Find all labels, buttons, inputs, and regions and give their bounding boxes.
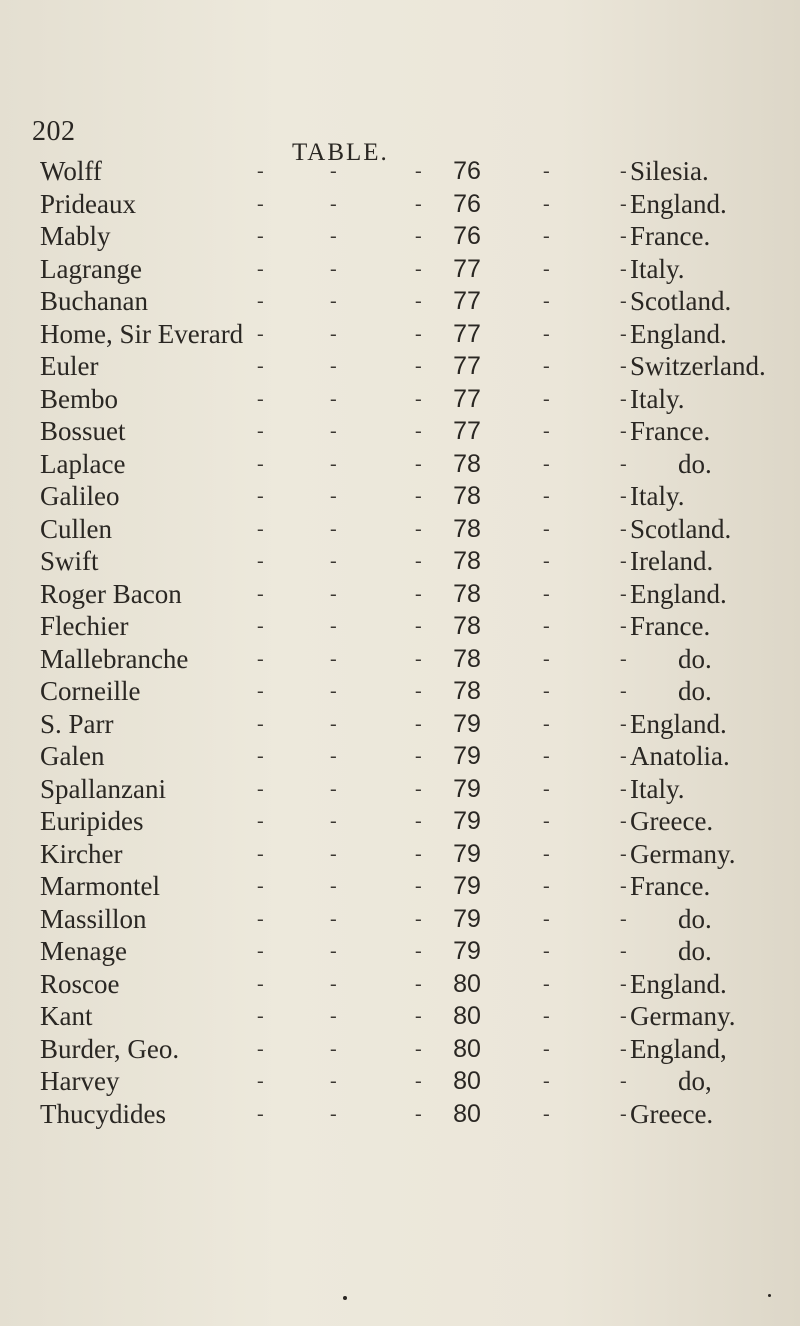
table-row xyxy=(0,155,800,188)
leader-dash: - xyxy=(415,777,422,800)
leader-dash: - xyxy=(620,192,627,215)
entry-country: do. xyxy=(678,448,712,479)
leader-dash: - xyxy=(620,160,627,182)
leader-dash: - xyxy=(257,322,264,345)
leader-dash: - xyxy=(415,225,422,247)
entry-name: Roscoe xyxy=(40,968,120,999)
entry-name: Harvey xyxy=(40,1066,120,1096)
leader-dash: - xyxy=(415,745,422,767)
entry-name: Bembo xyxy=(40,383,118,414)
leader-dash: - xyxy=(543,160,550,182)
leader-dash: - xyxy=(620,225,627,247)
leader-dash: - xyxy=(415,680,422,702)
table-row xyxy=(0,740,800,773)
entry-name: S. Parr xyxy=(40,708,114,739)
leader-dash: - xyxy=(415,290,422,312)
entry-country: Italy. xyxy=(630,383,685,414)
leader-dash: - xyxy=(543,517,550,540)
leader-dash: - xyxy=(257,907,264,930)
leader-dash: - xyxy=(543,1102,550,1125)
leader-dash: - xyxy=(415,485,422,507)
entry-page: 79 xyxy=(453,807,481,835)
table-row xyxy=(0,935,800,968)
table-row xyxy=(0,480,800,513)
leader-dash: - xyxy=(415,257,422,280)
leader-dash: - xyxy=(330,647,337,670)
leader-dash: - xyxy=(257,810,264,832)
leader-dash: - xyxy=(415,842,422,865)
leader-dash: - xyxy=(330,777,337,800)
leader-dash: - xyxy=(330,225,337,247)
leader-dash: - xyxy=(543,257,550,280)
leader-dash: - xyxy=(415,355,422,377)
ink-speck xyxy=(768,1294,771,1297)
entry-country: Scotland. xyxy=(630,286,732,316)
entry-page: 80 xyxy=(453,1034,481,1063)
entry-country: Italy. xyxy=(630,773,685,804)
leader-dash: - xyxy=(257,842,264,865)
table-row xyxy=(0,318,800,351)
leader-dash: - xyxy=(620,420,627,442)
entry-page: 78 xyxy=(453,644,481,673)
entry-name: Marmontel xyxy=(40,871,160,901)
leader-dash: - xyxy=(257,517,264,540)
entry-name: Euler xyxy=(40,351,99,381)
table-row xyxy=(0,383,800,416)
leader-dash: - xyxy=(257,972,264,995)
leader-dash: - xyxy=(330,907,337,930)
table-row xyxy=(0,188,800,221)
entry-country: France. xyxy=(630,871,711,901)
leader-dash: - xyxy=(415,1005,422,1027)
entry-country: Italy. xyxy=(630,253,685,284)
leader-dash: - xyxy=(257,647,264,670)
leader-dash: - xyxy=(257,1037,264,1060)
leader-dash: - xyxy=(620,550,627,572)
leader-dash: - xyxy=(330,550,337,572)
entry-name: Lagrange xyxy=(40,253,142,284)
entry-page: 78 xyxy=(453,514,481,543)
leader-dash: - xyxy=(415,582,422,605)
leader-dash: - xyxy=(543,1037,550,1060)
leader-dash: - xyxy=(330,420,337,442)
leader-dash: - xyxy=(415,387,422,410)
leader-dash: - xyxy=(543,225,550,247)
leader-dash: - xyxy=(543,712,550,735)
leader-dash: - xyxy=(415,1037,422,1060)
entry-country: England. xyxy=(630,318,727,349)
leader-dash: - xyxy=(620,745,627,767)
leader-dash: - xyxy=(415,420,422,442)
table-row xyxy=(0,253,800,286)
leader-dash: - xyxy=(330,1102,337,1125)
leader-dash: - xyxy=(620,842,627,865)
leader-dash: - xyxy=(330,1005,337,1027)
entry-page: 80 xyxy=(453,969,481,998)
leader-dash: - xyxy=(543,680,550,702)
entry-page: 78 xyxy=(453,677,481,705)
leader-dash: - xyxy=(330,290,337,312)
entry-name: Mallebranche xyxy=(40,643,189,674)
leader-dash: - xyxy=(257,1070,264,1092)
leader-dash: - xyxy=(415,940,422,962)
leader-dash: - xyxy=(543,777,550,800)
leader-dash: - xyxy=(543,1070,550,1092)
leader-dash: - xyxy=(543,192,550,215)
leader-dash: - xyxy=(330,257,337,280)
leader-dash: - xyxy=(257,420,264,442)
leader-dash: - xyxy=(415,322,422,345)
leader-dash: - xyxy=(257,160,264,182)
leader-dash: - xyxy=(620,257,627,280)
table-row xyxy=(0,285,800,318)
entry-name: Kircher xyxy=(40,838,123,869)
entry-page: 77 xyxy=(453,287,481,315)
entry-page: 79 xyxy=(453,742,481,770)
entry-country: Greece. xyxy=(630,806,714,836)
page-number: 202 xyxy=(32,116,76,147)
entry-page: 78 xyxy=(453,579,481,608)
entry-page: 77 xyxy=(453,417,481,445)
entry-country: Ireland. xyxy=(630,546,714,576)
table-row xyxy=(0,968,800,1001)
leader-dash: - xyxy=(543,842,550,865)
leader-dash: - xyxy=(543,647,550,670)
table-row xyxy=(0,903,800,936)
table-row xyxy=(0,643,800,676)
leader-dash: - xyxy=(620,940,627,962)
entry-name: Kant xyxy=(40,1001,93,1031)
leader-dash: - xyxy=(543,582,550,605)
leader-dash: - xyxy=(330,615,337,637)
leader-dash: - xyxy=(257,290,264,312)
entry-country: Italy. xyxy=(630,481,685,511)
entry-name: Roger Bacon xyxy=(40,578,182,609)
leader-dash: - xyxy=(330,452,337,475)
leader-dash: - xyxy=(257,550,264,572)
leader-dash: - xyxy=(620,1070,627,1092)
leader-dash: - xyxy=(620,875,627,897)
leader-dash: - xyxy=(620,647,627,670)
leader-dash: - xyxy=(257,712,264,735)
entry-page: 78 xyxy=(453,612,481,640)
leader-dash: - xyxy=(620,290,627,312)
leader-dash: - xyxy=(330,485,337,507)
entry-country: England. xyxy=(630,968,727,999)
entry-country: France. xyxy=(630,611,711,641)
entry-country: Scotland. xyxy=(630,513,732,544)
entry-page: 76 xyxy=(453,157,481,185)
leader-dash: - xyxy=(415,1070,422,1092)
leader-dash: - xyxy=(257,615,264,637)
table-row xyxy=(0,545,800,578)
leader-dash: - xyxy=(415,875,422,897)
entry-country: France. xyxy=(630,221,711,251)
leader-dash: - xyxy=(257,680,264,702)
leader-dash: - xyxy=(415,550,422,572)
leader-dash: - xyxy=(415,907,422,930)
entry-name: Prideaux xyxy=(40,188,136,219)
entry-country: England, xyxy=(630,1033,727,1064)
entry-name: Bossuet xyxy=(40,416,126,446)
leader-dash: - xyxy=(257,745,264,767)
entry-name: Laplace xyxy=(40,448,126,479)
entry-page: 80 xyxy=(453,1099,481,1128)
entry-name: Burder, Geo. xyxy=(40,1033,180,1064)
entry-name: Mably xyxy=(40,221,111,251)
entry-country: do. xyxy=(678,903,712,934)
table-row xyxy=(0,448,800,481)
entry-page: 77 xyxy=(453,384,481,413)
leader-dash: - xyxy=(543,452,550,475)
entry-page: 77 xyxy=(453,352,481,380)
ink-speck xyxy=(343,1296,347,1300)
entry-page: 77 xyxy=(453,254,481,283)
leader-dash: - xyxy=(257,940,264,962)
leader-dash: - xyxy=(543,615,550,637)
leader-dash: - xyxy=(415,615,422,637)
leader-dash: - xyxy=(330,842,337,865)
table-row xyxy=(0,870,800,903)
leader-dash: - xyxy=(620,680,627,702)
leader-dash: - xyxy=(257,192,264,215)
leader-dash: - xyxy=(543,485,550,507)
leader-dash: - xyxy=(257,1102,264,1125)
entry-country: England. xyxy=(630,708,727,739)
table-row xyxy=(0,610,800,643)
entry-page: 79 xyxy=(453,904,481,933)
leader-dash: - xyxy=(330,160,337,182)
table-row xyxy=(0,350,800,383)
leader-dash: - xyxy=(257,257,264,280)
entry-page: 76 xyxy=(453,189,481,218)
entry-name: Spallanzani xyxy=(40,773,166,804)
entry-page: 79 xyxy=(453,774,481,803)
leader-dash: - xyxy=(543,322,550,345)
entry-country: Silesia. xyxy=(630,156,709,186)
entry-page: 80 xyxy=(453,1067,481,1095)
leader-dash: - xyxy=(330,680,337,702)
leader-dash: - xyxy=(330,810,337,832)
leader-dash: - xyxy=(620,907,627,930)
leader-dash: - xyxy=(330,875,337,897)
table-row xyxy=(0,1000,800,1033)
table-row xyxy=(0,513,800,546)
leader-dash: - xyxy=(257,387,264,410)
leader-dash: - xyxy=(415,517,422,540)
table-row xyxy=(0,1098,800,1131)
leader-dash: - xyxy=(257,582,264,605)
entry-page: 78 xyxy=(453,482,481,510)
leader-dash: - xyxy=(330,355,337,377)
leader-dash: - xyxy=(620,615,627,637)
leader-dash: - xyxy=(543,290,550,312)
leader-dash: - xyxy=(415,647,422,670)
leader-dash: - xyxy=(543,940,550,962)
table-row xyxy=(0,773,800,806)
leader-dash: - xyxy=(620,452,627,475)
entry-name: Cullen xyxy=(40,513,112,544)
leader-dash: - xyxy=(330,712,337,735)
leader-dash: - xyxy=(415,712,422,735)
entry-country: France. xyxy=(630,416,711,446)
leader-dash: - xyxy=(543,420,550,442)
entry-country: Switzerland. xyxy=(630,351,766,381)
leader-dash: - xyxy=(620,582,627,605)
entry-name: Euripides xyxy=(40,806,144,836)
table-row xyxy=(0,578,800,611)
leader-dash: - xyxy=(543,355,550,377)
leader-dash: - xyxy=(330,192,337,215)
leader-dash: - xyxy=(415,192,422,215)
entry-country: England. xyxy=(630,578,727,609)
leader-dash: - xyxy=(620,972,627,995)
leader-dash: - xyxy=(543,550,550,572)
entry-country: do. xyxy=(678,643,712,674)
leader-dash: - xyxy=(330,1037,337,1060)
entry-name: Menage xyxy=(40,936,127,966)
entry-country: Germany. xyxy=(630,838,736,869)
leader-dash: - xyxy=(257,452,264,475)
entry-page: 77 xyxy=(453,319,481,348)
entry-country: England. xyxy=(630,188,727,219)
leader-dash: - xyxy=(620,517,627,540)
running-head: TABLE. xyxy=(292,139,389,166)
entry-country: do. xyxy=(678,936,712,966)
leader-dash: - xyxy=(415,972,422,995)
leader-dash: - xyxy=(415,1102,422,1125)
entry-page: 78 xyxy=(453,449,481,478)
leader-dash: - xyxy=(620,712,627,735)
leader-dash: - xyxy=(620,355,627,377)
entry-name: Buchanan xyxy=(40,286,148,316)
leader-dash: - xyxy=(330,940,337,962)
leader-dash: - xyxy=(620,387,627,410)
leader-dash: - xyxy=(257,485,264,507)
entry-name: Galen xyxy=(40,741,105,771)
leader-dash: - xyxy=(330,517,337,540)
leader-dash: - xyxy=(257,777,264,800)
entry-name: Home, Sir Everard xyxy=(40,318,244,349)
entry-country: do, xyxy=(678,1066,712,1096)
entry-country: Anatolia. xyxy=(630,741,730,771)
leader-dash: - xyxy=(620,1005,627,1027)
leader-dash: - xyxy=(330,972,337,995)
entry-name: Wolff xyxy=(40,156,102,186)
leader-dash: - xyxy=(415,160,422,182)
leader-dash: - xyxy=(543,907,550,930)
leader-dash: - xyxy=(257,1005,264,1027)
entry-name: Massillon xyxy=(40,903,147,934)
entry-name: Swift xyxy=(40,546,99,576)
entry-page: 79 xyxy=(453,872,481,900)
leader-dash: - xyxy=(620,1102,627,1125)
leader-dash: - xyxy=(543,1005,550,1027)
leader-dash: - xyxy=(415,810,422,832)
entry-page: 79 xyxy=(453,709,481,738)
table-row xyxy=(0,838,800,871)
leader-dash: - xyxy=(620,810,627,832)
leader-dash: - xyxy=(620,322,627,345)
leader-dash: - xyxy=(620,1037,627,1060)
leader-dash: - xyxy=(543,387,550,410)
leader-dash: - xyxy=(330,387,337,410)
leader-dash: - xyxy=(330,745,337,767)
leader-dash: - xyxy=(543,745,550,767)
index-table xyxy=(0,155,800,1130)
entry-country: Germany. xyxy=(630,1001,736,1031)
entry-name: Flechier xyxy=(40,611,129,641)
entry-country: do. xyxy=(678,676,712,706)
table-row xyxy=(0,805,800,838)
table-row xyxy=(0,220,800,253)
entry-page: 80 xyxy=(453,1002,481,1030)
leader-dash: - xyxy=(620,485,627,507)
leader-dash: - xyxy=(620,777,627,800)
entry-name: Thucydides xyxy=(40,1098,166,1129)
leader-dash: - xyxy=(330,1070,337,1092)
table-row xyxy=(0,1033,800,1066)
entry-page: 79 xyxy=(453,937,481,965)
table-row xyxy=(0,675,800,708)
entry-page: 76 xyxy=(453,222,481,250)
entry-country: Greece. xyxy=(630,1098,714,1129)
leader-dash: - xyxy=(330,582,337,605)
leader-dash: - xyxy=(257,225,264,247)
leader-dash: - xyxy=(543,972,550,995)
entry-name: Corneille xyxy=(40,676,141,706)
leader-dash: - xyxy=(257,875,264,897)
table-row xyxy=(0,415,800,448)
table-row xyxy=(0,1065,800,1098)
leader-dash: - xyxy=(257,355,264,377)
entry-name: Galileo xyxy=(40,481,120,511)
leader-dash: - xyxy=(543,875,550,897)
leader-dash: - xyxy=(415,452,422,475)
leader-dash: - xyxy=(330,322,337,345)
leader-dash: - xyxy=(543,810,550,832)
entry-page: 78 xyxy=(453,547,481,575)
entry-page: 79 xyxy=(453,839,481,868)
table-row xyxy=(0,708,800,741)
